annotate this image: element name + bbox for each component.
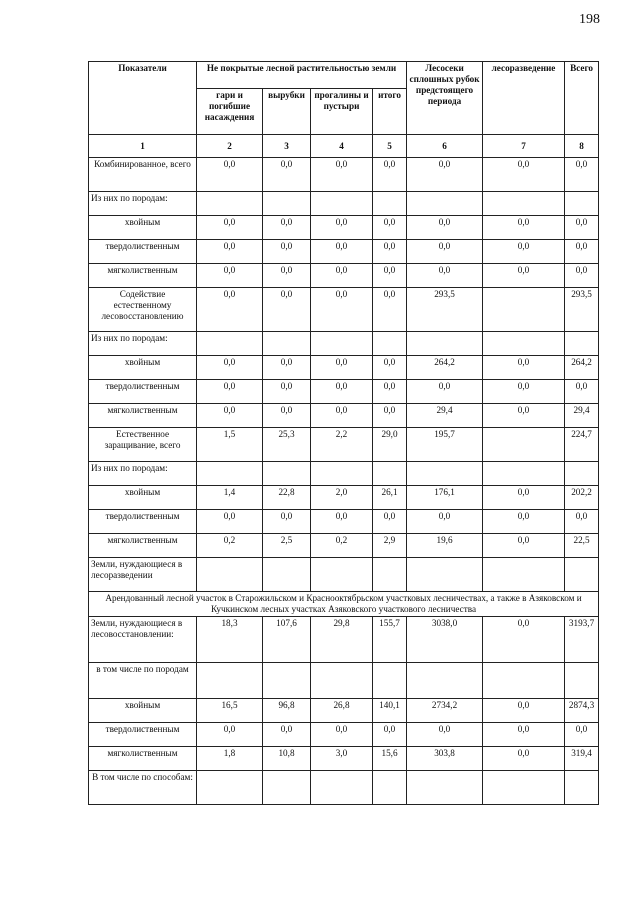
table-row [89, 192, 599, 216]
table-row [89, 158, 599, 192]
row-label: твердолиственным [89, 510, 197, 534]
cell-value: 0,0 [263, 380, 311, 404]
cell-value: 1,8 [197, 747, 263, 771]
cell-value: 0,0 [263, 158, 311, 192]
cell-value [407, 558, 483, 592]
cell-value: 176,1 [407, 486, 483, 510]
column-number: 7 [483, 135, 565, 158]
row-label: хвойным [89, 356, 197, 380]
column-number: 1 [89, 135, 197, 158]
cell-value: 0,0 [197, 510, 263, 534]
table-row [89, 663, 599, 699]
table-row [89, 723, 599, 747]
table-row [89, 699, 599, 723]
cell-value [483, 192, 565, 216]
row-label: мягколиственным [89, 534, 197, 558]
cell-value [263, 192, 311, 216]
row-label: В том числе по способам: [89, 771, 197, 805]
table-row [89, 510, 599, 534]
cell-value [311, 771, 373, 805]
cell-value: 0,0 [197, 240, 263, 264]
cell-value [483, 462, 565, 486]
cell-value [263, 558, 311, 592]
cell-value: 0,0 [483, 747, 565, 771]
cell-value: 303,8 [407, 747, 483, 771]
cell-value: 0,0 [483, 510, 565, 534]
cell-value [263, 663, 311, 699]
table-row [89, 288, 599, 332]
cell-value: 26,1 [373, 486, 407, 510]
cell-value: 0,2 [311, 534, 373, 558]
cell-value: 3193,7 [565, 617, 599, 663]
cell-value [311, 192, 373, 216]
table-row [89, 462, 599, 486]
cell-value [197, 192, 263, 216]
cell-value: 0,0 [565, 158, 599, 192]
table-row [89, 356, 599, 380]
cell-value: 0,0 [483, 617, 565, 663]
cell-value [565, 558, 599, 592]
table-row [89, 558, 599, 592]
cell-value: 2,9 [373, 534, 407, 558]
cell-value [373, 332, 407, 356]
row-label: твердолиственным [89, 723, 197, 747]
cell-value [311, 462, 373, 486]
cell-value: 2874,3 [565, 699, 599, 723]
cell-value: 195,7 [407, 428, 483, 462]
cell-value: 0,0 [263, 510, 311, 534]
cell-value: 224,7 [565, 428, 599, 462]
cell-value [197, 771, 263, 805]
cell-value: 0,0 [373, 723, 407, 747]
table-section [89, 592, 599, 617]
header-glades: прогалины и пустыри [311, 89, 373, 135]
column-number: 5 [373, 135, 407, 158]
section-row [89, 592, 599, 617]
cell-value: 0,0 [263, 356, 311, 380]
cell-value: 0,0 [483, 404, 565, 428]
cell-value: 293,5 [565, 288, 599, 332]
cell-value [407, 332, 483, 356]
table-row [89, 404, 599, 428]
cell-value: 0,0 [197, 264, 263, 288]
cell-value: 0,0 [407, 216, 483, 240]
row-label: Земли, нуждающиеся в лесоразведении [89, 558, 197, 592]
cell-value: 16,5 [197, 699, 263, 723]
row-label: твердолиственным [89, 240, 197, 264]
table-body-part1 [89, 158, 599, 592]
cell-value: 0,0 [197, 356, 263, 380]
cell-value [565, 663, 599, 699]
table-row [89, 216, 599, 240]
header-afforestation: лесоразведение [483, 62, 565, 135]
cell-value: 22,8 [263, 486, 311, 510]
column-number: 2 [197, 135, 263, 158]
cell-value: 0,0 [565, 510, 599, 534]
row-label: Земли, нуждающиеся в лесовосстановлении: [89, 617, 197, 663]
header-total: Всего [565, 62, 599, 135]
cell-value: 19,6 [407, 534, 483, 558]
cell-value: 0,0 [373, 158, 407, 192]
cell-value: 0,0 [197, 404, 263, 428]
cell-value: 0,0 [311, 240, 373, 264]
table-row [89, 534, 599, 558]
cell-value: 0,0 [263, 723, 311, 747]
table-row [89, 380, 599, 404]
header-cuttings: вырубки [263, 89, 311, 135]
cell-value: 0,0 [373, 240, 407, 264]
row-label: мягколиственным [89, 264, 197, 288]
page-number: 198 [579, 12, 600, 27]
cell-value: 0,0 [407, 380, 483, 404]
cell-value: 0,0 [565, 240, 599, 264]
row-label: хвойным [89, 699, 197, 723]
cell-value [483, 288, 565, 332]
cell-value: 29,0 [373, 428, 407, 462]
cell-value: 0,0 [311, 356, 373, 380]
cell-value: 0,0 [565, 723, 599, 747]
column-number: 6 [407, 135, 483, 158]
cell-value: 293,5 [407, 288, 483, 332]
cell-value: 0,0 [565, 264, 599, 288]
cell-value [373, 663, 407, 699]
header-not-covered: Не покрытые лесной растительностью земли [197, 62, 407, 89]
cell-value [373, 462, 407, 486]
cell-value [311, 558, 373, 592]
cell-value: 0,0 [483, 356, 565, 380]
table-row [89, 771, 599, 805]
cell-value: 29,4 [407, 404, 483, 428]
cell-value: 22,5 [565, 534, 599, 558]
cell-value: 0,0 [407, 510, 483, 534]
header-clearcuts: Лесосеки сплошных рубок предстоящего периода [407, 62, 483, 135]
cell-value: 0,0 [311, 380, 373, 404]
row-label: мягколиственным [89, 404, 197, 428]
cell-value: 0,0 [197, 288, 263, 332]
column-number: 3 [263, 135, 311, 158]
cell-value [263, 332, 311, 356]
cell-value: 3038,0 [407, 617, 483, 663]
cell-value [311, 332, 373, 356]
cell-value: 0,0 [311, 404, 373, 428]
row-label: Из них по породам: [89, 192, 197, 216]
cell-value: 0,0 [373, 356, 407, 380]
row-label: мягколиственным [89, 747, 197, 771]
cell-value [197, 462, 263, 486]
cell-value: 0,0 [263, 288, 311, 332]
cell-value: 0,0 [373, 510, 407, 534]
cell-value: 155,7 [373, 617, 407, 663]
cell-value [483, 428, 565, 462]
cell-value: 0,0 [483, 216, 565, 240]
cell-value: 18,3 [197, 617, 263, 663]
cell-value: 0,0 [311, 723, 373, 747]
cell-value: 29,8 [311, 617, 373, 663]
cell-value: 0,0 [407, 723, 483, 747]
table-row [89, 486, 599, 510]
cell-value [407, 192, 483, 216]
cell-value: 0,0 [407, 240, 483, 264]
cell-value: 2,2 [311, 428, 373, 462]
table-row [89, 747, 599, 771]
row-label: Из них по породам: [89, 462, 197, 486]
cell-value [483, 663, 565, 699]
cell-value: 2734,2 [407, 699, 483, 723]
cell-value: 29,4 [565, 404, 599, 428]
cell-value: 0,0 [197, 380, 263, 404]
row-label: твердолиственным [89, 380, 197, 404]
cell-value: 0,0 [483, 699, 565, 723]
row-label: Из них по породам: [89, 332, 197, 356]
cell-value: 0,0 [373, 216, 407, 240]
cell-value [197, 663, 263, 699]
cell-value: 202,2 [565, 486, 599, 510]
cell-value: 0,0 [373, 288, 407, 332]
cell-value [197, 558, 263, 592]
cell-value [565, 771, 599, 805]
cell-value: 0,0 [483, 158, 565, 192]
cell-value: 0,0 [565, 380, 599, 404]
cell-value: 0,0 [373, 380, 407, 404]
cell-value: 3,0 [311, 747, 373, 771]
row-label: хвойным [89, 216, 197, 240]
cell-value: 0,0 [483, 534, 565, 558]
cell-value: 25,3 [263, 428, 311, 462]
cell-value [483, 771, 565, 805]
row-label: Комбинированное, всего [89, 158, 197, 192]
cell-value: 2,5 [263, 534, 311, 558]
cell-value: 0,0 [483, 723, 565, 747]
cell-value: 0,0 [197, 158, 263, 192]
cell-value [565, 332, 599, 356]
row-label: в том числе по породам [89, 663, 197, 699]
cell-value [263, 771, 311, 805]
cell-value: 264,2 [565, 356, 599, 380]
cell-value: 0,0 [483, 380, 565, 404]
cell-value: 107,6 [263, 617, 311, 663]
cell-value [373, 771, 407, 805]
header-burns: гари и погибшие насаждения [197, 89, 263, 135]
section-heading: Арендованный лесной участок в Старожильском и Краснооктябрьском участковых лесничествах, а также в Азяковском и Кучкинском лесных участках Азяковского участкового лесничества [89, 592, 599, 617]
cell-value: 0,0 [263, 216, 311, 240]
cell-value [263, 462, 311, 486]
cell-value: 0,0 [311, 158, 373, 192]
row-label: Содействие естественному лесовосстановлению [89, 288, 197, 332]
forest-restoration-table [88, 61, 599, 805]
cell-value [373, 558, 407, 592]
cell-value: 0,0 [483, 264, 565, 288]
cell-value [483, 332, 565, 356]
cell-value: 0,0 [373, 404, 407, 428]
cell-value: 26,8 [311, 699, 373, 723]
cell-value: 0,0 [197, 723, 263, 747]
cell-value: 1,4 [197, 486, 263, 510]
cell-value [565, 192, 599, 216]
cell-value: 0,0 [373, 264, 407, 288]
cell-value: 15,6 [373, 747, 407, 771]
cell-value [565, 462, 599, 486]
cell-value: 0,0 [483, 486, 565, 510]
table-row [89, 428, 599, 462]
header-subtotal: итого [373, 89, 407, 135]
cell-value: 0,0 [407, 264, 483, 288]
cell-value [407, 663, 483, 699]
cell-value [407, 771, 483, 805]
cell-value: 0,0 [311, 510, 373, 534]
cell-value [407, 462, 483, 486]
cell-value: 2,0 [311, 486, 373, 510]
header-indicators: Показатели [89, 62, 197, 135]
cell-value [483, 558, 565, 592]
cell-value: 0,0 [263, 264, 311, 288]
cell-value: 96,8 [263, 699, 311, 723]
cell-value: 0,0 [311, 264, 373, 288]
cell-value: 0,0 [197, 216, 263, 240]
cell-value [197, 332, 263, 356]
cell-value: 0,0 [311, 216, 373, 240]
cell-value: 10,8 [263, 747, 311, 771]
cell-value: 0,2 [197, 534, 263, 558]
cell-value: 140,1 [373, 699, 407, 723]
cell-value: 0,0 [263, 240, 311, 264]
cell-value: 0,0 [407, 158, 483, 192]
column-number: 8 [565, 135, 599, 158]
row-label: хвойным [89, 486, 197, 510]
cell-value: 0,0 [311, 288, 373, 332]
cell-value: 264,2 [407, 356, 483, 380]
cell-value: 0,0 [565, 216, 599, 240]
cell-value [311, 663, 373, 699]
table-body-part2 [89, 617, 599, 805]
cell-value: 0,0 [263, 404, 311, 428]
cell-value: 319,4 [565, 747, 599, 771]
cell-value: 0,0 [483, 240, 565, 264]
table-row [89, 332, 599, 356]
cell-value [373, 192, 407, 216]
column-number: 4 [311, 135, 373, 158]
table-row [89, 264, 599, 288]
table-row [89, 240, 599, 264]
row-label: Естественное заращивание, всего [89, 428, 197, 462]
table-row [89, 617, 599, 663]
cell-value: 1,5 [197, 428, 263, 462]
